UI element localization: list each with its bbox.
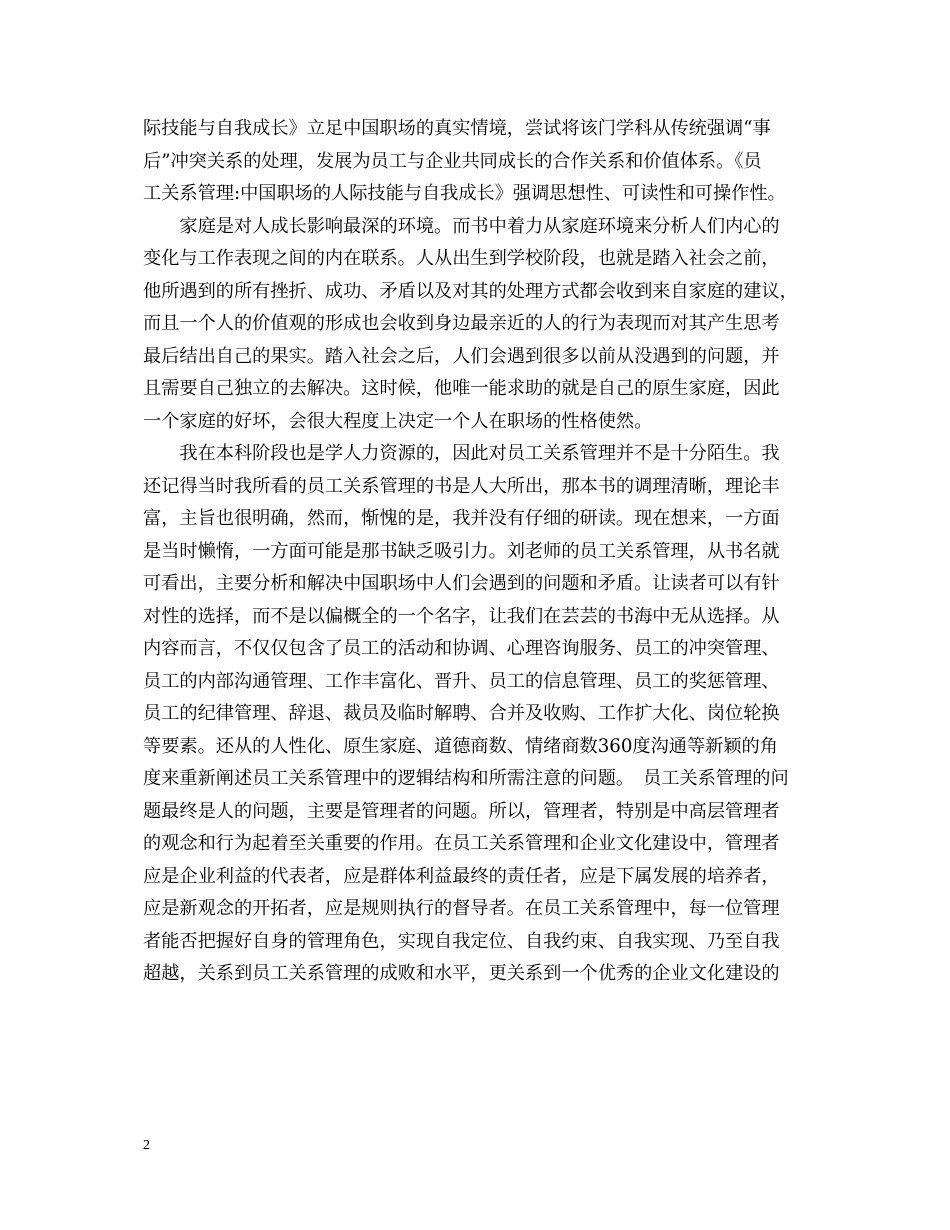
body-text xyxy=(143,113,808,991)
text-line: 际技能与自我成长》立足中国职场的真实情境，尝试将该门学科从传统强调“事 xyxy=(143,118,771,139)
text-line: 可看出，主要分析和解决中国职场中人们会遇到的问题和矛盾。让读者可以有针 xyxy=(143,573,780,594)
text-line: 他所遇到的所有挫折、成功、矛盾以及对其的处理方式都会收到来自家庭的建议， xyxy=(143,280,798,302)
text-line: 员工的纪律管理、辞退、裁员及临时解聘、合并及收购、工作扩大化、岗位轮换 xyxy=(143,703,780,724)
text-line: 还记得当时我所看的员工关系管理的书是人大所出，那本书的调理清晰，理论丰 xyxy=(143,475,780,497)
text-line: 等要素。还从的人性化、原生家庭、道德商数、情绪商数360度沟通等新颖的角 xyxy=(143,735,778,757)
text-line: 家庭是对人成长影响最深的环境。而书中着力从家庭环境来分析人们内心的 xyxy=(143,215,780,237)
text-line: 者能否把握好自身的管理角色，实现自我定位、自我约束、自我实现、乃至自我 xyxy=(143,930,780,952)
text-line: 最后结出自己的果实。踏入社会之后，人们会遇到很多以前从没遇到的问题，并 xyxy=(143,345,780,367)
text-line: 后”冲突关系的处理，发展为员工与企业共同成长的合作关系和价值体系。《员 xyxy=(143,150,762,172)
text-line: 变化与工作表现之间的内在联系。人从出生到学校阶段，也就是踏入社会之前， xyxy=(143,248,780,269)
text-line: 应是新观念的开拓者，应是规则执行的督导者。在员工关系管理中，每一位管理 xyxy=(143,898,780,919)
text-line: 工关系管理:中国职场的人际技能与自我成长》强调思想性、可读性和可操作性。 xyxy=(143,183,786,204)
text-line: 内容而言，不仅仅包含了员工的活动和协调、心理咨询服务、员工的冲突管理、 xyxy=(143,638,780,659)
text-line: 题最终是人的问题，主要是管理者的问题。所以，管理者，特别是中高层管理者 xyxy=(143,800,780,822)
text-line: 是当时懒惰，一方面可能是那书缺乏吸引力。刘老师的员工关系管理，从书名就 xyxy=(143,540,780,562)
text-line: 富，主旨也很明确，然而，惭愧的是，我并没有仔细的研读。现在想来，一方面 xyxy=(143,508,780,529)
text-line: 应是企业利益的代表者，应是群体利益最终的责任者，应是下属发展的培养者， xyxy=(143,865,780,887)
text-line: 的观念和行为起着至关重要的作用。在员工关系管理和企业文化建设中，管理者 xyxy=(143,833,780,854)
text-line: 且需要自己独立的去解决。这时候，他唯一能求助的就是自己的原生家庭，因此 xyxy=(143,378,780,399)
text-line: 度来重新阐述员工关系管理中的逻辑结构和所需注意的问题。 员工关系管理的问 xyxy=(143,768,789,789)
page-number: 2 xyxy=(143,1138,150,1153)
text-line: 对性的选择，而不是以偏概全的一个名字，让我们在芸芸的书海中无从选择。从 xyxy=(143,605,780,627)
text-line: 一个家庭的好坏，会很大程度上决定一个人在职场的性格使然。 xyxy=(143,410,653,432)
text-line: 而且一个人的价值观的形成也会收到身边最亲近的人的行为表现而对其产生思考 xyxy=(143,313,780,334)
text-line: 员工的内部沟通管理、工作丰富化、晋升、员工的信息管理、员工的奖惩管理、 xyxy=(143,670,780,692)
text-line: 超越，关系到员工关系管理的成败和水平，更关系到一个优秀的企业文化建设的 xyxy=(143,963,780,984)
text-line: 我在本科阶段也是学人力资源的，因此对员工关系管理并不是十分陌生。我 xyxy=(143,443,780,464)
